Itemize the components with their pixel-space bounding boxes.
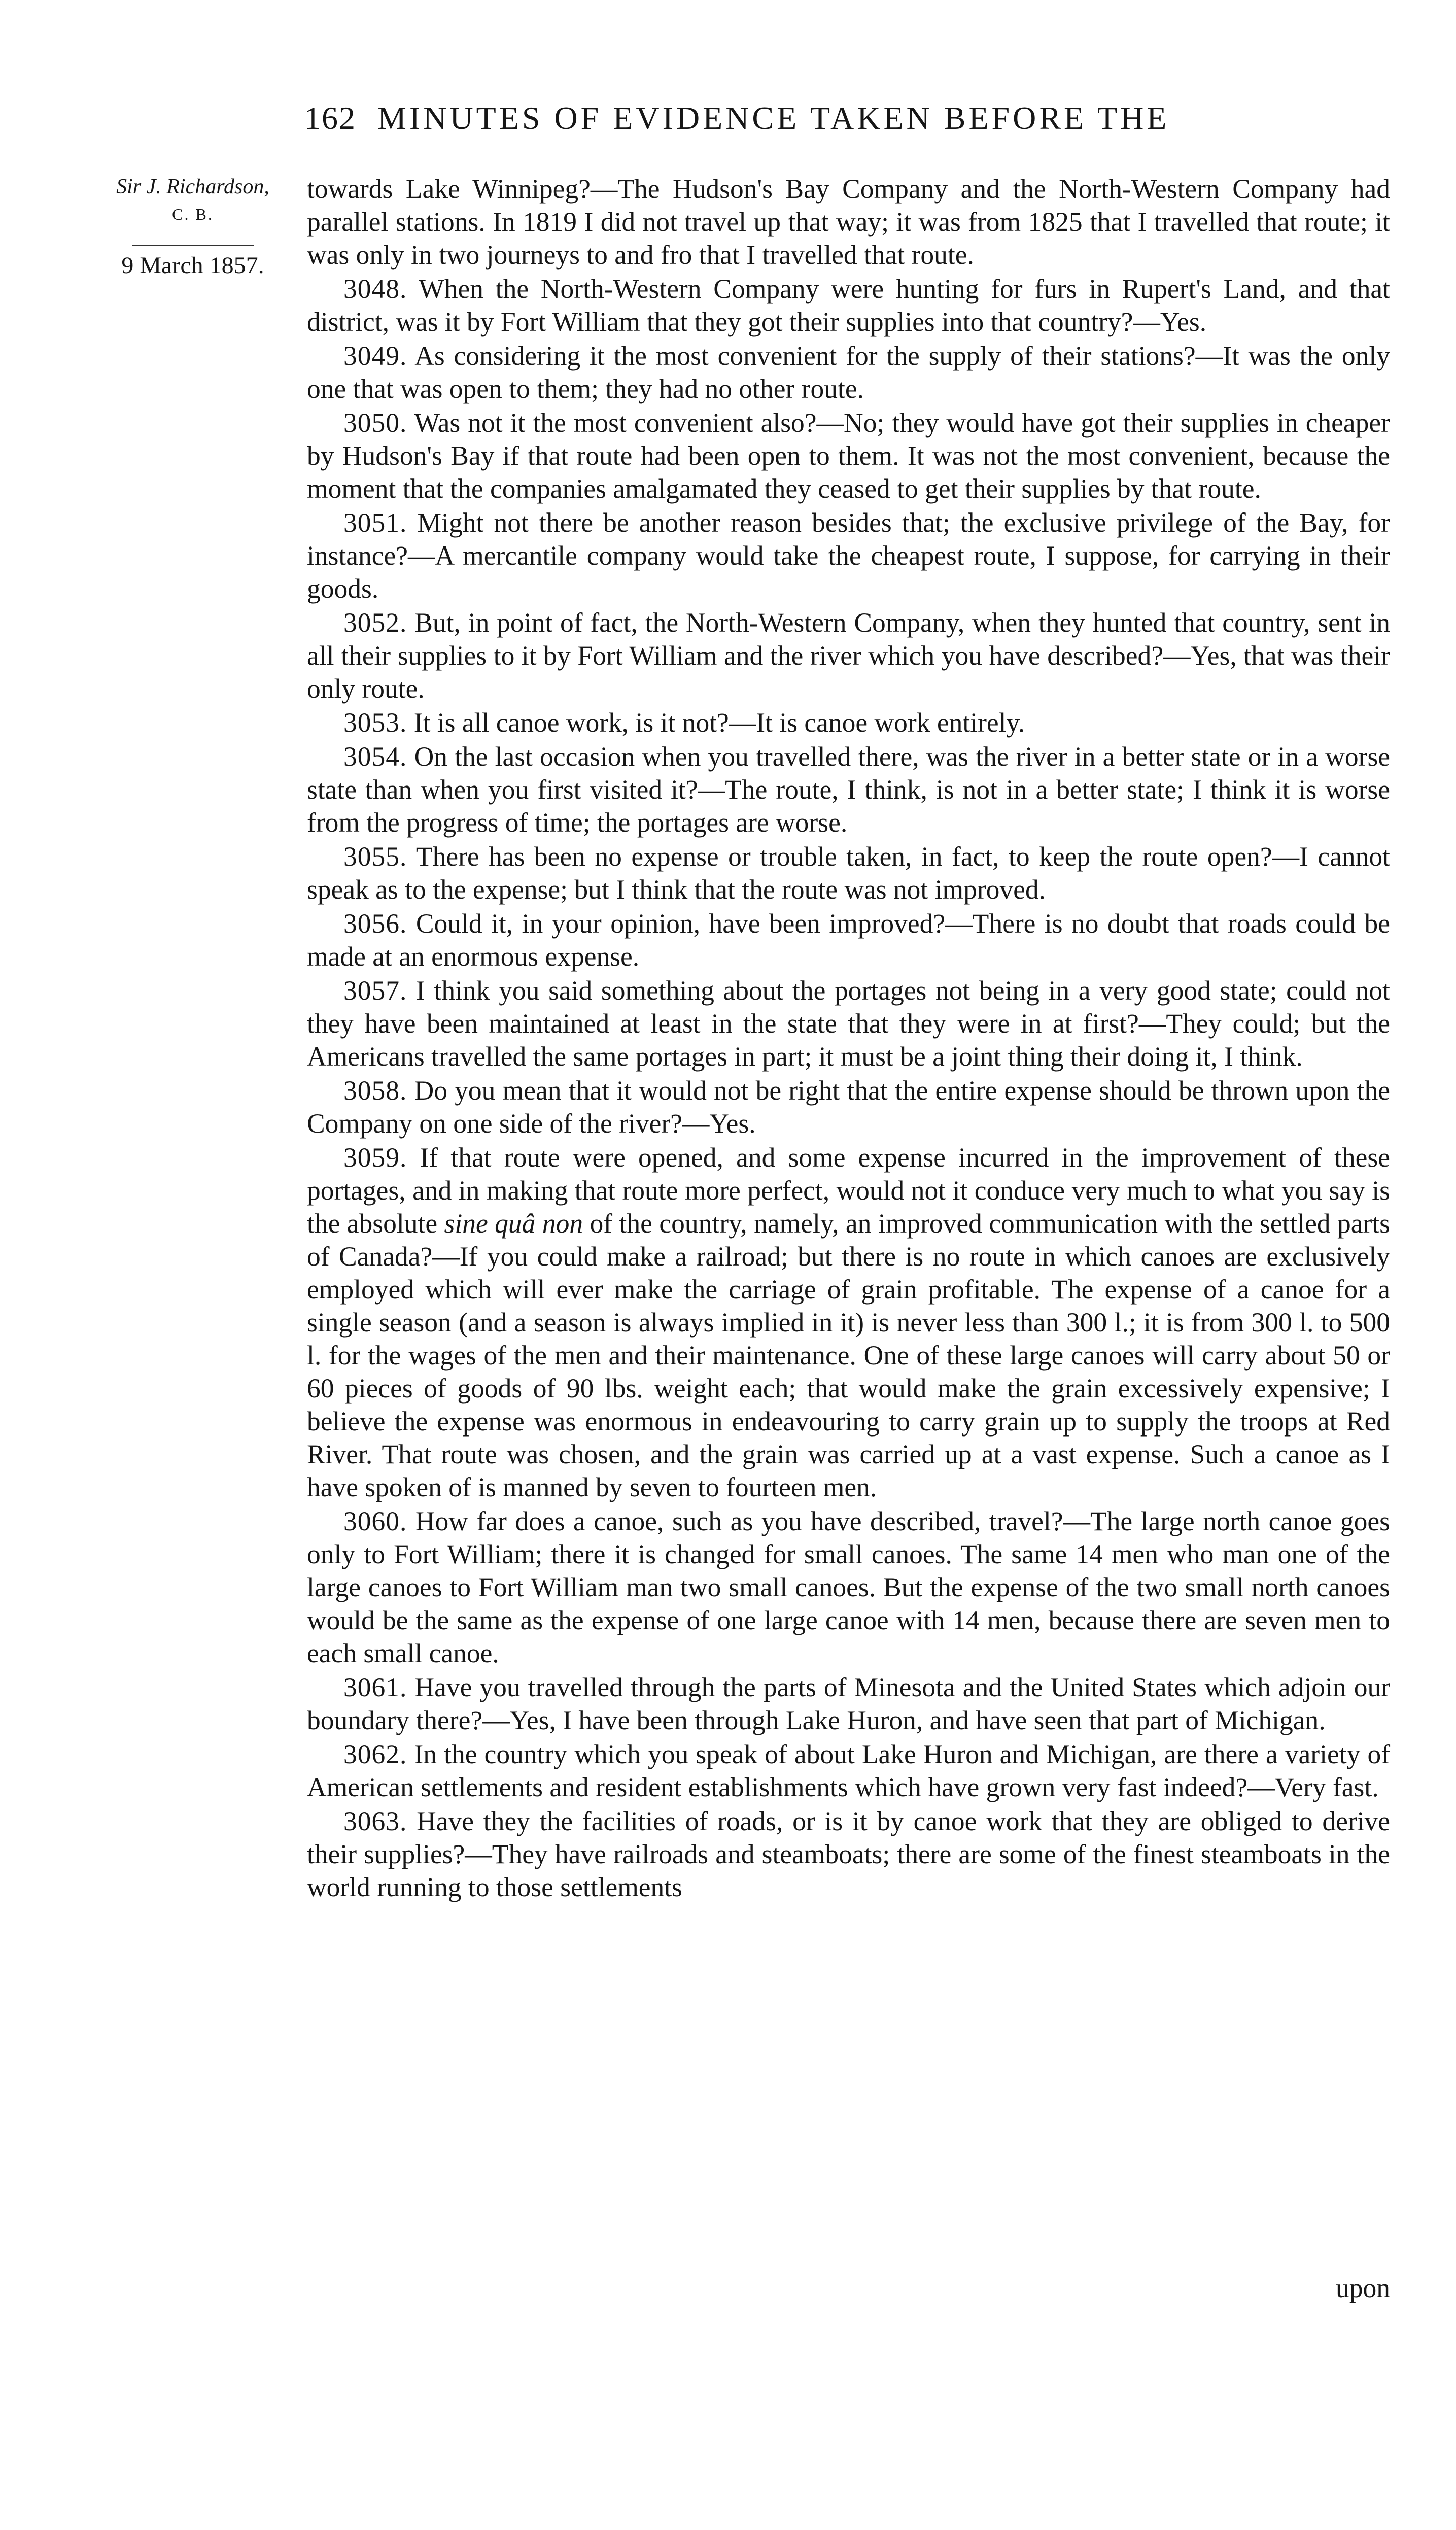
latin-phrase: sine quâ non	[444, 1208, 583, 1239]
question-3059	[307, 1141, 1390, 1504]
question-number: 3061.	[343, 1672, 407, 1702]
question-3051	[307, 506, 1390, 605]
question-text: Was not it the most convenient also?—No; they would have got their supplies in cheaper by Hudson's Bay if that route had been open to them. It was not the most convenient, because the moment that the companies amalgamated they ceased to get their supplies by that route.	[307, 407, 1390, 504]
question-text-continued: of the country, namely, an improved communication with the settled parts of Canada?—If you could make a railroad; but there is no route in which canoes are exclusively employed which will ever make the carriage of grain profitable. The expense of a canoe for a single season (and a season is always implied in it) is never less than 300 l.; it is from 300 l. to 500 l. for the wages of the men and their maintenance. One of these large canoes will carry about 50 or 60 pieces of goods of 90 lbs. weight each; that would make the grain excessively expensive; I believe the expense was enormous in endeavouring to carry grain up to supply the troops at Red River. That route was chosen, and the grain was carried up at a vast expense. Such a canoe as I have spoken of is manned by seven to fourteen men.	[307, 1208, 1390, 1502]
question-text: In the country which you speak of about Lake Huron and Michigan, are there a variety of American settlements and resident establishments which have grown very fast indeed?—Very fast.	[307, 1739, 1391, 1802]
question-3054	[307, 740, 1390, 839]
question-3052	[307, 606, 1390, 705]
question-number: 3050.	[343, 407, 407, 438]
question-number: 3059.	[343, 1142, 407, 1173]
question-3056	[307, 907, 1390, 973]
question-number: 3055.	[343, 841, 407, 872]
question-text: But, in point of fact, the North-Western Company, when they hunted that country, sent in all their supplies to it by Fort William and the river which you have described?—Yes, that was their only route.	[307, 607, 1390, 704]
question-number: 3058.	[343, 1075, 407, 1106]
question-text: Could it, in your opinion, have been improved?—There is no doubt that roads could be made at an enormous expense.	[307, 908, 1391, 972]
question-text: I think you said something about the portages not being in a very good state; could not they have been maintained at least in the state that they were in at first?—They could; but the Americans travelled the same portages in part; it must be a joint thing their doing it, I think.	[307, 975, 1391, 1072]
question-3061	[307, 1671, 1390, 1737]
question-number: 3056.	[343, 908, 407, 939]
question-3055	[307, 840, 1390, 906]
question-3060	[307, 1505, 1390, 1670]
question-number: 3062.	[343, 1739, 407, 1769]
catchword: upon	[1336, 2273, 1390, 2303]
witness-name: Sir J. Richardson,	[116, 175, 269, 198]
question-number: 3060.	[343, 1506, 407, 1536]
evidence-text	[307, 173, 1390, 1905]
question-3049	[307, 339, 1390, 405]
question-number: 3053.	[343, 707, 407, 738]
question-number: 3054.	[343, 741, 407, 772]
question-number: 3063.	[343, 1806, 407, 1836]
question-text: Have you travelled through the parts of Minesota and the United States which adjoin our boundary there?—Yes, I have been through Lake Huron, and have seen that part of Michigan.	[307, 1672, 1391, 1735]
question-text: As considering it the most convenient for the supply of their stations?—It was the only one that was open to them; they had no other route.	[307, 340, 1390, 404]
question-3062	[307, 1738, 1390, 1804]
running-header	[304, 99, 1299, 137]
question-text: Have they the facilities of roads, or is it by canoe work that they are obliged to derive their supplies?—They have railroads and steamboats; there are some of the finest steamboats in the world running to those settlements	[307, 1806, 1390, 1902]
opening-paragraph: towards Lake Winnipeg?—The Hudson's Bay Company and the North-Western Company had parallel stations. In 1819 I did not travel up that way; it was from 1825 that I travelled that route; it was only in two journeys to and fro that I travelled that route.	[307, 174, 1390, 270]
question-number: 3051.	[343, 507, 407, 538]
margin-note	[84, 172, 302, 281]
question-text: On the last occasion when you travelled there, was the river in a better state or in a worse state than when you first visited it?—The route, I think, is not in a better state; I think it is worse from the progress of time; the portages are worse.	[307, 741, 1391, 838]
question-text: When the North-Western Company were hunting for furs in Rupert's Land, and that district, was it by Fort William that they got their supplies into that country?—Yes.	[307, 273, 1390, 337]
margin-rule	[132, 245, 254, 246]
question-3057	[307, 974, 1390, 1073]
question-number: 3057.	[343, 975, 407, 1006]
question-number: 3052.	[343, 607, 407, 638]
evidence-date: 9 March 1857.	[121, 252, 264, 279]
witness-honours: C. B.	[172, 205, 214, 223]
running-title: MINUTES OF EVIDENCE TAKEN BEFORE THE	[377, 100, 1170, 136]
question-number: 3048.	[343, 273, 407, 304]
question-3063	[307, 1805, 1390, 1904]
question-3050	[307, 406, 1390, 505]
question-text: It is all canoe work, is it not?—It is canoe work entirely.	[413, 707, 1025, 738]
question-text: Might not there be another reason besides that; the exclusive privilege of the Bay, for instance?—A mercantile company would take the cheapest route, I suppose, for carrying in their goods.	[307, 507, 1390, 604]
question-3048	[307, 272, 1390, 338]
question-3058	[307, 1074, 1390, 1140]
question-number: 3049.	[343, 340, 407, 371]
question-text: There has been no expense or trouble taken, in fact, to keep the route open?—I cannot speak as to the expense; but I think that the route was not improved.	[307, 841, 1390, 905]
page-number: 162	[304, 100, 356, 136]
question-text: How far does a canoe, such as you have described, travel?—The large north canoe goes only to Fort William; there it is changed for small canoes. The same 14 men who man one of the large canoes to Fort William man two small canoes. But the expense of the two small north canoes would be the same as the expense of one large canoe with 14 men, because there are seven men to each small canoe.	[307, 1506, 1390, 1668]
question-3053	[307, 706, 1390, 739]
question-text: Do you mean that it would not be right that the entire expense should be thrown upon the Company on one side of the river?—Yes.	[307, 1075, 1391, 1139]
question-text: If that route were opened, and some expense incurred in the improvement of these portages, and in making that route more perfect, would not it conduce very much to what you say is the absolute	[307, 1142, 1390, 1239]
